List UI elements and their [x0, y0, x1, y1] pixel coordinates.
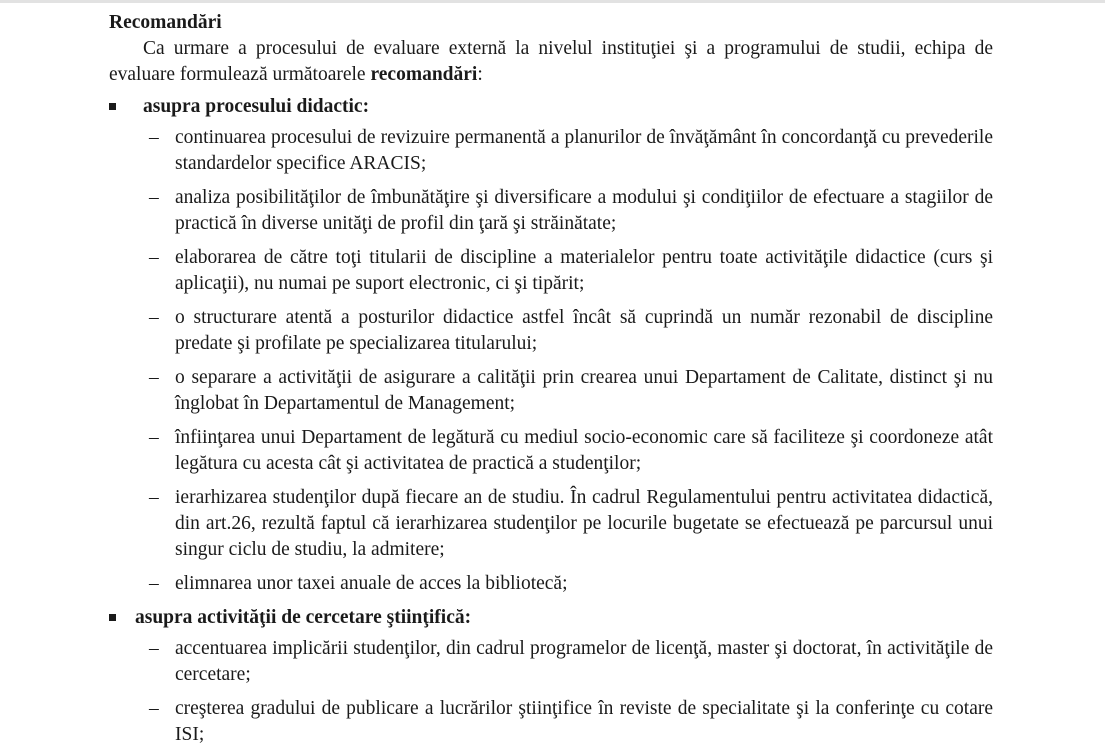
list-item-text: analiza posibilităţilor de îmbunătăţire şi diversificare a modului şi condiţiilor de efectuare a stagiilor de practică în diverse unităţi de profil din ţară şi străinătate;: [175, 187, 993, 234]
list-item: [109, 305, 993, 357]
section-title-label: asupra activităţii de cercetare ştiinţifică:: [135, 607, 472, 628]
list-item: [109, 571, 993, 597]
section-title-label: asupra procesului didactic:: [143, 96, 370, 117]
list-item-text: înfiinţarea unui Departament de legătură cu mediul socio-economic care să faciliteze şi coordoneze atât legătura cu acesta cât şi activitatea de practică a studenţilor;: [175, 427, 993, 474]
recommendations-list-research: [109, 636, 993, 748]
list-item-text: accentuarea implicării studenţilor, din cadrul programelor de licenţă, master şi doctorat, în activităţile de cercetare;: [175, 638, 993, 685]
dash-bullet: –: [149, 127, 159, 148]
recommendations-list-didactic: [109, 125, 993, 597]
list-item: [109, 185, 993, 237]
section-title-research: [109, 605, 993, 632]
list-item-text: elimnarea unor taxei anuale de acces la bibliotecă;: [175, 573, 568, 594]
list-item: [109, 125, 993, 177]
intro-text: Ca urmare a procesului de evaluare externă la nivelul instituţiei şi a programului de studii, echipa de evaluare formulează următoarele: [109, 38, 993, 85]
intro-paragraph: [109, 36, 993, 88]
list-item-text: continuarea procesului de revizuire permanentă a planurilor de învăţământ în concordanţă cu prevederile standardelor specifice ARACIS;: [175, 127, 993, 174]
list-item: [109, 485, 993, 563]
square-bullet-icon: [109, 103, 116, 110]
list-item: [109, 425, 993, 477]
intro-bold-word: recomandări: [370, 64, 478, 85]
top-border: [0, 0, 1105, 3]
dash-bullet: –: [149, 307, 159, 328]
dash-bullet: –: [149, 367, 159, 388]
list-item: [109, 636, 993, 688]
section-heading: Recomandări: [109, 12, 222, 33]
square-bullet-icon: [109, 614, 116, 621]
dash-bullet: –: [149, 427, 159, 448]
list-item-text: o separare a activităţii de asigurare a calităţii prin crearea unui Departament de Calitate, distinct şi nu înglobat în Departamentul de Management;: [175, 367, 993, 414]
list-item-text: o structurare atentă a posturilor didactice astfel încât să cuprindă un număr rezonabil de discipline predate şi profilate pe specializarea titularului;: [175, 307, 993, 354]
dash-bullet: –: [149, 487, 159, 508]
dash-bullet: –: [149, 573, 159, 594]
dash-bullet: –: [149, 187, 159, 208]
list-item-text: ierarhizarea studenţilor după fiecare an de studiu. În cadrul Regulamentului pentru activitatea didactică, din art.26, rezultă faptul că ierarhizarea studenţilor pe locurile bugetate se efectuează pe parcursul unui singur ciclu de studiu, la admitere;: [175, 487, 993, 560]
dash-bullet: –: [149, 698, 159, 719]
section-title-didactic: [109, 94, 993, 121]
list-item: [109, 365, 993, 417]
document-page: [109, 10, 993, 756]
intro-end: :: [477, 64, 483, 85]
dash-bullet: –: [149, 638, 159, 659]
list-item-text: creşterea gradului de publicare a lucrărilor ştiinţifice în reviste de specialitate şi la conferinţe cu cotare ISI;: [175, 698, 993, 745]
list-item: [109, 245, 993, 297]
list-item: [109, 696, 993, 748]
list-item-text: elaborarea de către toţi titularii de discipline a materialelor pentru toate activităţile didactice (curs şi aplicaţii), nu numai pe suport electronic, ci şi tipărit;: [175, 247, 993, 294]
dash-bullet: –: [149, 247, 159, 268]
